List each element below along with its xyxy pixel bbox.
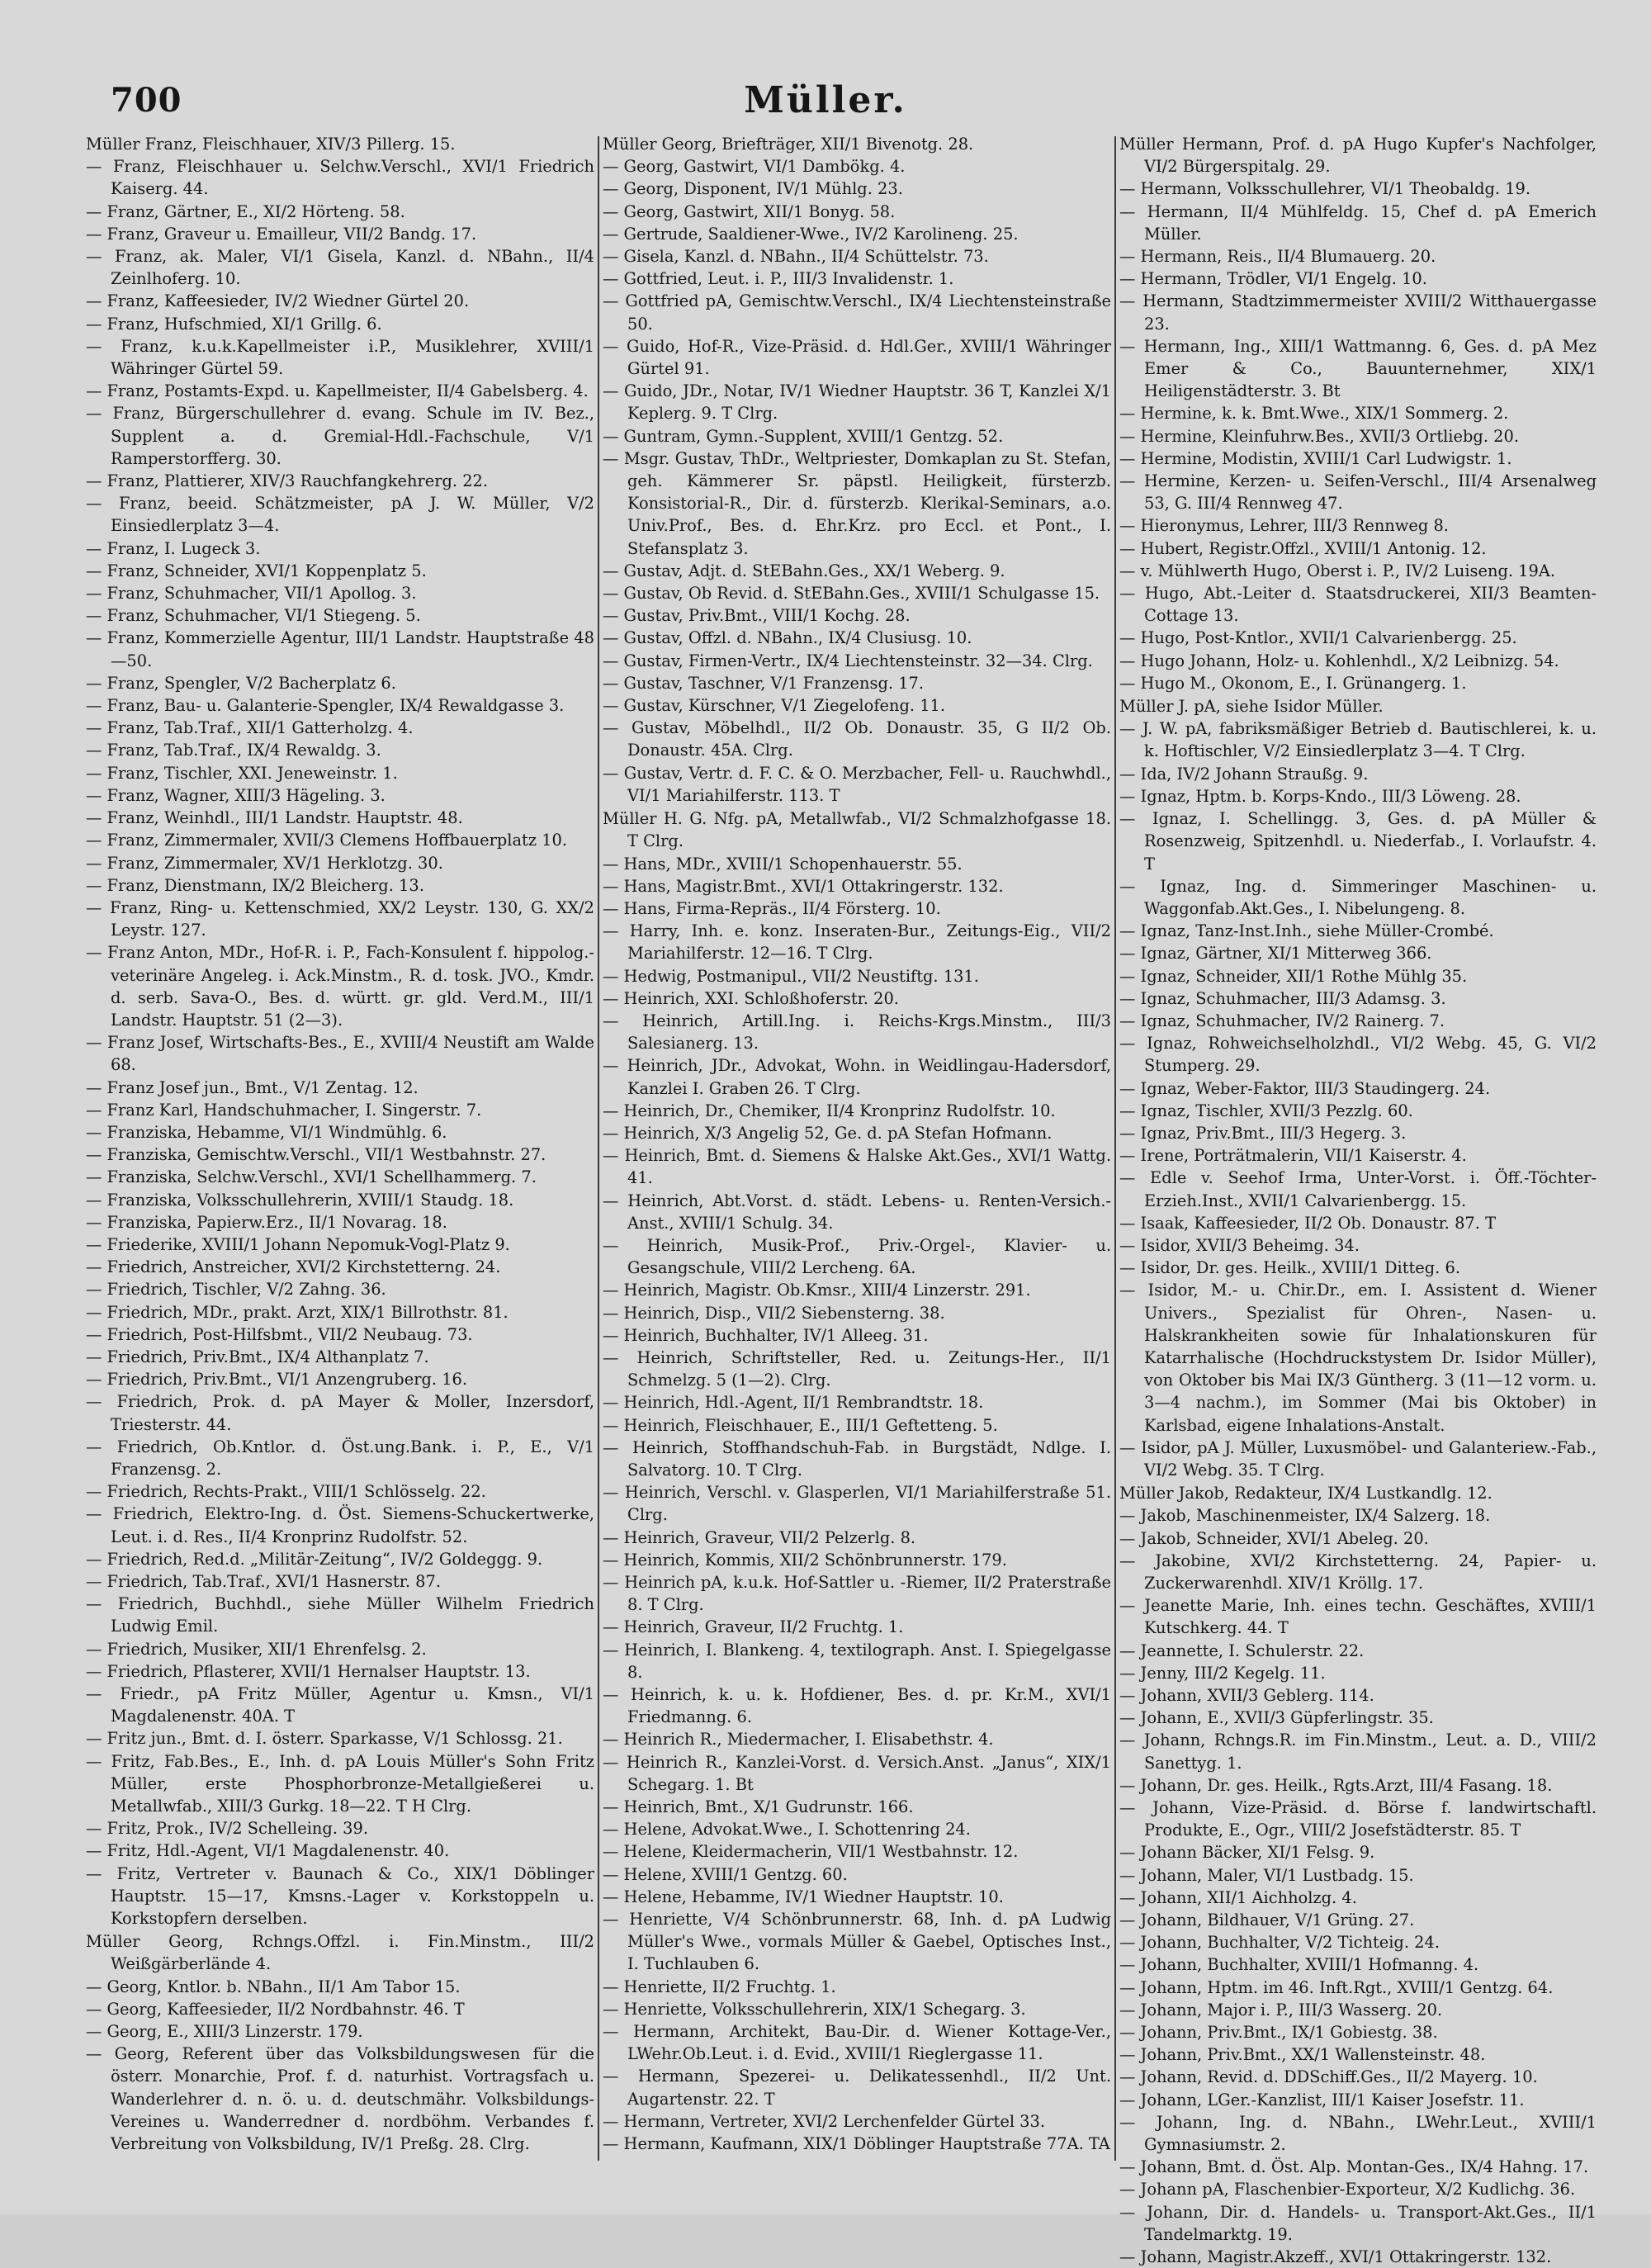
directory-entry: — Ignaz, Weber-Faktor, III/3 Staudingerg. 24. <box>1119 1078 1491 1098</box>
directory-entry: — Franziska, Papierw.Erz., II/1 Novarag. 18. <box>86 1212 447 1232</box>
directory-entry: — Hermann, Trödler, VI/1 Engelg. 10. <box>1119 269 1427 289</box>
directory-entry: — Heinrich, Kommis, XII/2 Schönbrunnerstr. 179. <box>603 1550 1007 1570</box>
directory-column-1 <box>86 132 594 2171</box>
directory-entry: — Fritz jun., Bmt. d. I. österr. Sparkasse, V/1 Schlossg. 21. <box>86 1729 563 1749</box>
directory-entry: — Franz, Plattierer, XIV/3 Rauchfangkehrerg. 22. <box>86 471 489 491</box>
directory-entry: — Franz, Graveur u. Emailleur, VII/2 Bandg. 17. <box>86 224 477 244</box>
directory-entry: — Hermann, Ing., XIII/1 Wattmanng. 6, Ges. d. pA Mez Emer & Co., Bauunternehmer, XIX/1 Heiligenstädterstr. 3. Bt <box>1119 336 1597 401</box>
directory-entry: — Ignaz, Schuhmacher, III/3 Adamsg. 3. <box>1119 988 1446 1008</box>
directory-entry: — Heinrich, Buchhalter, IV/1 Alleeg. 31. <box>603 1325 929 1345</box>
directory-entry: — Franz, Kaffeesieder, IV/2 Wiedner Gürtel 20. <box>86 291 470 311</box>
directory-entry: — Isaak, Kaffeesieder, II/2 Ob. Donaustr. 87. T <box>1119 1213 1497 1233</box>
directory-entry: — Franz, Schneider, XVI/1 Koppenplatz 5. <box>86 561 427 580</box>
directory-entry: — Georg, Kaffeesieder, II/2 Nordbahnstr. 46. T <box>86 1999 465 2019</box>
directory-entry: — Friedrich, Pflasterer, XVII/1 Hernalser Hauptstr. 13. <box>86 1661 531 1681</box>
directory-entry: — Hans, MDr., XVIII/1 Schopenhauerstr. 55. <box>603 854 963 874</box>
directory-entry: — Hieronymus, Lehrer, III/3 Rennweg 8. <box>1119 516 1449 536</box>
directory-entry: — Hugo, Abt.-Leiter d. Staatsdruckerei, XII/3 Beamten-Cottage 13. <box>1119 584 1597 626</box>
directory-entry: — Edle v. Seehof Irma, Unter-Vorst. i. Öff.-Töchter-Erzieh.Inst., XVII/1 Calvarienbergg. 15. <box>1119 1168 1597 1210</box>
directory-entry: — Hermann, Architekt, Bau-Dir. d. Wiener Kottage-Ver., LWehr.Ob.Leut. i. d. Evid., XVIII/1 Rieglergasse 11. <box>603 2022 1111 2064</box>
directory-entry: — Johann, Priv.Bmt., XX/1 Wallensteinstr. 48. <box>1119 2045 1486 2065</box>
directory-entry: — Gisela, Kanzl. d. NBahn., II/4 Schüttelstr. 73. <box>603 247 989 267</box>
directory-entry: — Jakob, Maschinenmeister, IX/4 Salzerg. 18. <box>1119 1506 1491 1526</box>
directory-entry: — Franz, Kommerzielle Agentur, III/1 Landstr. Hauptstraße 48—50. <box>86 628 594 670</box>
directory-entry: — Hermine, Modistin, XVIII/1 Carl Ludwigstr. 1. <box>1119 448 1512 468</box>
directory-entry-lead: Müller Jakob, Redakteur, IX/4 Lustkandlg. 12. <box>1119 1484 1493 1503</box>
directory-entry: — Franz, Ring- u. Kettenschmied, XX/2 Leystr. 130, G. XX/2 Leystr. 127. <box>86 897 594 940</box>
directory-entry: — Friederike, XVIII/1 Johann Nepomuk-Vogl-Platz 9. <box>86 1234 510 1254</box>
directory-entry: — Friedrich, Priv.Bmt., VI/1 Anzengruberg. 16. <box>86 1370 468 1390</box>
directory-entry: — Friedrich, Priv.Bmt., IX/4 Althanplatz 7. <box>86 1347 429 1366</box>
directory-entry: — Hugo M., Okonom, E., I. Grünangerg. 1. <box>1119 673 1467 693</box>
directory-entry: — Franz, Fleischhauer u. Selchw.Verschl., XVI/1 Friedrich Kaiserg. 44. <box>86 157 594 199</box>
directory-entry: — Franziska, Selchw.Verschl., XVI/1 Schellhammerg. 7. <box>86 1167 537 1187</box>
directory-entry: — Henriette, II/2 Fruchtg. 1. <box>603 1977 836 1996</box>
directory-entry: — Heinrich, Verschl. v. Glasperlen, VI/1 Mariahilferstraße 51. Clrg. <box>603 1483 1111 1525</box>
directory-entry: — Gustav, Firmen-Vertr., IX/4 Liechtensteinstr. 32—34. Clrg. <box>603 651 1093 670</box>
directory-entry: — Ignaz, I. Schellingg. 3, Ges. d. pA Müller & Rosenzweig, Spitzenhdl. u. Niederfab., I. Vorlaufstr. 4. T <box>1119 809 1597 874</box>
directory-entry: — Hugo Johann, Holz- u. Kohlenhdl., X/2 Leibnizg. 54. <box>1119 651 1559 670</box>
directory-entry: — Heinrich, XXI. Schloßhoferstr. 20. <box>603 988 899 1008</box>
directory-entry: — Gustav, Möbelhdl., II/2 Ob. Donaustr. 35, G II/2 Ob. Donaustr. 45A. Clrg. <box>603 718 1111 760</box>
directory-entry: — v. Mühlwerth Hugo, Oberst i. P., IV/2 Luiseng. 19A. <box>1119 561 1556 580</box>
directory-entry: — Gustav, Ob Revid. d. StEBahn.Ges., XVIII/1 Schulgasse 15. <box>603 584 1100 604</box>
directory-entry: — Johann, Hptm. im 46. Inft.Rgt., XVIII/1 Gentzg. 64. <box>1119 1977 1554 1997</box>
directory-entry: — Franziska, Gemischtw.Verschl., VII/1 Westbahnstr. 27. <box>86 1145 546 1165</box>
directory-entry: — Gustav, Kürschner, V/1 Ziegelofeng. 11. <box>603 696 946 716</box>
directory-entry: — Johann, LGer.-Kanzlist, III/1 Kaiser Josefstr. 11. <box>1119 2090 1525 2109</box>
directory-entry: — Heinrich, Disp., VII/2 Siebensterng. 38. <box>603 1303 945 1323</box>
directory-entry: — Hermine, Kleinfuhrw.Bes., XVII/3 Ortliebg. 20. <box>1119 426 1519 446</box>
directory-entry: — J. W. pA, fabriksmäßiger Betrieb d. Bautischlerei, k. u. k. Hoftischler, V/2 Einsiedlerplatz 3—4. T Clrg. <box>1119 719 1597 761</box>
directory-entry: — Johann, Priv.Bmt., IX/1 Gobiestg. 38. <box>1119 2023 1438 2043</box>
directory-entry: — Harry, Inh. e. konz. Inseraten-Bur., Zeitungs-Eig., VII/2 Mariahilferstr. 12—16. T Clrg. <box>603 921 1111 964</box>
directory-entry: — Henriette, Volksschullehrerin, XIX/1 Schegarg. 3. <box>603 1999 1026 2019</box>
directory-entry: — Franz, Bau- u. Galanterie-Spengler, IX/4 Rewaldgasse 3. <box>86 696 565 716</box>
directory-entry: — Friedrich, Ob.Kntlor. d. Öst.ung.Bank. i. P., E., V/1 Franzensg. 2. <box>86 1437 594 1479</box>
directory-entry: — Heinrich, Abt.Vorst. d. städt. Lebens- u. Renten-Versich.-Anst., XVIII/1 Schulg. 34. <box>603 1191 1111 1233</box>
page-number: 700 <box>111 81 182 120</box>
directory-entry: — Guido, Hof-R., Vize-Präsid. d. Hdl.Ger., XVIII/1 Währinger Gürtel 91. <box>603 336 1111 379</box>
directory-entry: — Hermann, Stadtzimmermeister XVIII/2 Witthauergasse 23. <box>1119 291 1597 334</box>
directory-entry: — Johann, Vize-Präsid. d. Börse f. landwirtschaftl. Produkte, E., Ogr., VIII/2 Josefstädterstr. 85. T <box>1119 1798 1597 1840</box>
directory-entry: — Johann, Ing. d. NBahn., LWehr.Leut., XVIII/1 Gymnasiumstr. 2. <box>1119 2112 1597 2155</box>
directory-entry: — Franz Josef, Wirtschafts-Bes., E., XVIII/4 Neustift am Walde 68. <box>86 1033 594 1075</box>
directory-entry: — Hugo, Post-Kntlor., XVII/1 Calvarienbergg. 25. <box>1119 628 1517 648</box>
directory-entry: — Franz, Wagner, XIII/3 Hägeling. 3. <box>86 785 386 805</box>
directory-entry: — Friedrich, Tischler, V/2 Zahng. 36. <box>86 1280 386 1300</box>
directory-entry: — Jenny, III/2 Kegelg. 11. <box>1119 1663 1326 1683</box>
directory-entry: — Friedrich, Red.d. „Militär-Zeitung“, IV/2 Goldeggg. 9. <box>86 1549 543 1569</box>
directory-entry: — Heinrich, Musik-Prof., Priv.-Orgel-, Klavier- u. Gesangschule, VIII/2 Lercheng. 6A. <box>603 1235 1111 1278</box>
directory-entry: — Franz, Dienstmann, IX/2 Bleicherg. 13. <box>86 875 424 895</box>
directory-entry: — Heinrich, X/3 Angelig 52, Ge. d. pA Stefan Hofmann. <box>603 1123 1053 1143</box>
directory-entry: — Georg, Gastwirt, XII/1 Bonyg. 58. <box>603 201 896 221</box>
directory-entry: — Johann, Buchhalter, XVIII/1 Hofmanng. 4. <box>1119 1955 1479 1975</box>
directory-entry: — Johann, XII/1 Aichholzg. 4. <box>1119 1887 1357 1907</box>
directory-entry: — Hermine, Kerzen- u. Seifen-Verschl., III/4 Arsenalweg 53, G. III/4 Rennweg 47. <box>1119 471 1597 514</box>
directory-entry: — Friedrich, Tab.Traf., XVI/1 Hasnerstr. 87. <box>86 1572 442 1591</box>
directory-entry: — Franz, Bürgerschullehrer d. evang. Schule im IV. Bez., Supplent a. d. Gremial-Hdl.-Fachschule, V/1 Ramperstorfferg. 30. <box>86 404 594 468</box>
directory-entry: — Georg, E., XIII/3 Linzerstr. 179. <box>86 2022 363 2042</box>
directory-entry: — Heinrich, I. Blankeng. 4, textilograph. Anst. I. Spiegelgasse 8. <box>603 1640 1111 1682</box>
directory-entry: — Johann, Dr. ges. Heilk., Rgts.Arzt, III/4 Fasang. 18. <box>1119 1775 1553 1795</box>
directory-entry: — Hans, Magistr.Bmt., XVI/1 Ottakringerstr. 132. <box>603 876 1004 896</box>
directory-entry: — Jakobine, XVI/2 Kirchstetterng. 24, Papier- u. Zuckerwarenhdl. XIV/1 Kröllg. 17. <box>1119 1551 1597 1593</box>
directory-entry: — Henriette, V/4 Schönbrunnerstr. 68, Inh. d. pA Ludwig Müller's Wwe., vormals Müller & Gaebel, Optisches Inst., I. Tuchlauben 6. <box>603 1910 1111 1974</box>
directory-entry: — Johann, Bmt. d. Öst. Alp. Montan-Ges., IX/4 Hahng. 17. <box>1119 2157 1589 2177</box>
directory-entry: — Hubert, Registr.Offzl., XVIII/1 Antonig. 12. <box>1119 538 1487 558</box>
directory-entry: — Friedrich, Buchhdl., siehe Müller Wilhelm Friedrich Ludwig Emil. <box>86 1594 594 1636</box>
directory-entry: — Franz Karl, Handschuhmacher, I. Singerstr. 7. <box>86 1100 482 1120</box>
directory-entry: — Gustav, Offzl. d. NBahn., IX/4 Clusiusg. 10. <box>603 628 972 648</box>
directory-entry: — Heinrich, Graveur, II/2 Fruchtg. 1. <box>603 1617 904 1637</box>
directory-entry: — Gottfried pA, Gemischtw.Verschl., IX/4 Liechtensteinstraße 50. <box>603 291 1111 334</box>
directory-entry: — Hermine, k. k. Bmt.Wwe., XIX/1 Sommerg. 2. <box>1119 404 1509 424</box>
directory-entry: — Hermann, Reis., II/4 Blumauerg. 20. <box>1119 247 1436 267</box>
directory-entry: — Franz, Tab.Traf., XII/1 Gatterholzg. 4. <box>86 718 414 738</box>
directory-entry: — Heinrich pA, k.u.k. Hof-Sattler u. -Riemer, II/2 Praterstraße 8. T Clrg. <box>603 1573 1111 1615</box>
directory-entry: — Franz, Spengler, V/2 Bacherplatz 6. <box>86 673 396 693</box>
directory-entry: — Friedrich, Elektro-Ing. d. Öst. Siemens-Schuckertwerke, Leut. i. d. Res., II/4 Kronprinz Rudolfstr. 52. <box>86 1504 594 1546</box>
directory-entry: — Georg, Disponent, IV/1 Mühlg. 23. <box>603 179 903 199</box>
directory-entry: — Franz, I. Lugeck 3. <box>86 538 261 558</box>
directory-entry: — Johann, Maler, VI/1 Lustbadg. 15. <box>1119 1865 1414 1885</box>
directory-entry: — Ignaz, Tanz-Inst.Inh., siehe Müller-Crombé. <box>1119 921 1494 941</box>
directory-entry: — Franz, Gärtner, E., XI/2 Hörteng. 58. <box>86 201 405 221</box>
page-header <box>0 76 1651 125</box>
directory-entry: — Fritz, Prok., IV/2 Schelleing. 39. <box>86 1819 368 1839</box>
directory-entry: — Hermann, II/4 Mühlfeldg. 15, Chef d. pA Emerich Müller. <box>1119 201 1597 244</box>
column-divider <box>598 136 599 2161</box>
directory-entry: — Johann, Rchngs.R. im Fin.Minstm., Leut. a. D., VIII/2 Sanettyg. 1. <box>1119 1731 1597 1773</box>
directory-entry-lead: Müller Hermann, Prof. d. pA Hugo Kupfer's Nachfolger, VI/2 Bürgerspitalg. 29. <box>1119 135 1597 177</box>
directory-entry: — Johann, E., XVII/3 Güpferlingstr. 35. <box>1119 1708 1434 1728</box>
directory-entry: — Isidor, XVII/3 Beheimg. 34. <box>1119 1235 1360 1255</box>
directory-entry: — Jeanette Marie, Inh. eines techn. Geschäftes, XVIII/1 Kutschkerg. 44. T <box>1119 1596 1597 1638</box>
directory-entry: — Johann, Revid. d. DDSchiff.Ges., II/2 Mayerg. 10. <box>1119 2067 1538 2087</box>
directory-entry: — Johann, Magistr.Akzeff., XVI/1 Ottakringerstr. 132. <box>1119 2247 1552 2267</box>
directory-entry: — Hedwig, Postmanipul., VII/2 Neustiftg. 131. <box>603 966 979 986</box>
directory-entry: — Johann, XVII/3 Geblerg. 114. <box>1119 1686 1374 1706</box>
directory-entry: — Ignaz, Schuhmacher, IV/2 Rainerg. 7. <box>1119 1011 1445 1030</box>
directory-entry: — Friedrich, Musiker, XII/1 Ehrenfelsg. 2. <box>86 1639 427 1659</box>
directory-entry: — Guntram, Gymn.-Supplent, XVIII/1 Gentzg. 52. <box>603 426 1004 446</box>
directory-entry: — Ignaz, Tischler, XVII/3 Pezzlg. 60. <box>1119 1101 1413 1120</box>
directory-entry-lead: Müller H. G. Nfg. pA, Metallwfab., VI/2 Schmalzhofgasse 18. T Clrg. <box>603 809 1111 851</box>
directory-entry: — Helene, Advokat.Wwe., I. Schottenring 24. <box>603 1820 971 1839</box>
directory-entry: — Franz, k.u.k.Kapellmeister i.P., Musiklehrer, XVIII/1 Währinger Gürtel 59. <box>86 336 594 379</box>
directory-entry: — Heinrich, Magistr. Ob.Kmsr., XIII/4 Linzerstr. 291. <box>603 1281 1031 1300</box>
directory-entry: — Helene, Hebamme, IV/1 Wiedner Hauptstr. 10. <box>603 1887 1004 1906</box>
directory-entry: — Hermann, Vertreter, XVI/2 Lerchenfelder Gürtel 33. <box>603 2111 1046 2131</box>
directory-entry: — Gertrude, Saaldiener-Wwe., IV/2 Karolineng. 25. <box>603 224 1019 244</box>
directory-entry: — Franz, Schuhmacher, VII/1 Apollog. 3. <box>86 584 417 604</box>
directory-entry: — Franz, Schuhmacher, VI/1 Stiegeng. 5. <box>86 606 421 626</box>
directory-entry: — Heinrich, Dr., Chemiker, II/4 Kronprinz Rudolfstr. 10. <box>603 1101 1056 1120</box>
directory-entry: — Ignaz, Hptm. b. Korps-Kndo., III/3 Löweng. 28. <box>1119 786 1521 806</box>
directory-entry: — Heinrich, k. u. k. Hofdiener, Bes. d. pr. Kr.M., XVI/1 Friedmanng. 6. <box>603 1685 1111 1727</box>
directory-entry: — Isidor, Dr. ges. Heilk., XVIII/1 Ditteg. 6. <box>1119 1258 1460 1278</box>
directory-entry: — Friedrich, Rechts-Prakt., VIII/1 Schlösselg. 22. <box>86 1482 486 1502</box>
directory-entry: — Hermann, Spezerei- u. Delikatessenhdl., II/2 Unt. Augartenstr. 22. T <box>603 2067 1111 2109</box>
directory-entry: — Isidor, pA J. Müller, Luxusmöbel- und Galanteriew.-Fab., VI/2 Webg. 35. T Clrg. <box>1119 1437 1597 1480</box>
directory-entry: — Franz, Hufschmied, XI/1 Grillg. 6. <box>86 314 382 334</box>
directory-entry-lead: Müller Franz, Fleischhauer, XIV/3 Pillerg. 15. <box>86 135 456 154</box>
directory-entry: — Franz, Tab.Traf., IX/4 Rewaldg. 3. <box>86 741 381 760</box>
directory-entry: — Hermann, Volksschullehrer, VI/1 Theobaldg. 19. <box>1119 179 1531 199</box>
directory-entry: — Franz Anton, MDr., Hof-R. i. P., Fach-Konsulent f. hippolog.-veterinäre Angeleg. i. Ack.Minstm., R. d. tosk. JVO., Kmdr. d. serb. Sava-O., Bes. d. württ. gr. gld. Verd.M., III/1 Landstr. Hauptstr. 51 (2—3). <box>86 943 594 1030</box>
directory-entry: — Ignaz, Ing. d. Simmeringer Maschinen- u. Waggonfab.Akt.Ges., I. Nibelungeng. 8. <box>1119 876 1597 918</box>
directory-entry: — Heinrich, Artill.Ing. i. Reichs-Krgs.Minstm., III/3 Salesianerg. 13. <box>603 1011 1111 1054</box>
directory-entry: — Isidor, M.- u. Chir.Dr., em. I. Assistent d. Wiener Univers., Spezialist für Ohren-, Nasen- u. Halskrankheiten sowie für Inhalationskuren für Katarrhalische (Hochdruckstystem Dr. Isidor Müller), von Oktober bis Mai IX/3 Güntherg. 3 (11—12 vorm. u. 3—4 nachm.), im Sommer (Mai bis Oktober) in Karlsbad, eigene Inhalations-Anstalt. <box>1119 1281 1597 1435</box>
directory-entry: — Heinrich, Bmt., X/1 Gudrunstr. 166. <box>603 1797 914 1817</box>
directory-entry: — Heinrich, Hdl.-Agent, II/1 Rembrandtstr. 18. <box>603 1393 984 1413</box>
directory-entry: — Gustav, Taschner, V/1 Franzensg. 17. <box>603 673 925 693</box>
directory-entry: — Heinrich R., Miedermacher, I. Elisabethstr. 4. <box>603 1730 994 1750</box>
directory-entry: — Friedrich, Anstreicher, XVI/2 Kirchstetterng. 24. <box>86 1257 501 1277</box>
directory-entry: — Heinrich, Graveur, VII/2 Pelzerlg. 8. <box>603 1527 916 1547</box>
directory-entry: — Franz, Postamts-Expd. u. Kapellmeister, II/4 Gabelsberg. 4. <box>86 381 589 401</box>
directory-entry: — Franz, Weinhdl., III/1 Landstr. Hauptstr. 48. <box>86 808 463 828</box>
directory-entry: — Johann Bäcker, XI/1 Felsg. 9. <box>1119 1843 1375 1863</box>
directory-entry: — Franziska, Volksschullehrerin, XVIII/1 Staudg. 18. <box>86 1190 514 1210</box>
directory-entry: — Franz, Zimmermaler, XV/1 Herklotzg. 30. <box>86 853 443 873</box>
directory-entry-lead: Müller Georg, Rchngs.Offzl. i. Fin.Minstm., III/2 Weißgärberlände 4. <box>86 1932 594 1974</box>
directory-entry: — Heinrich, Bmt. d. Siemens & Halske Akt.Ges., XVI/1 Wattg. 41. <box>603 1146 1111 1188</box>
directory-entry: — Ignaz, Schneider, XII/1 Rothe Mühlg 35. <box>1119 966 1468 986</box>
directory-column-3 <box>1119 132 1597 2267</box>
directory-entry-lead: Müller J. pA, siehe Isidor Müller. <box>1119 697 1384 717</box>
directory-entry: — Franziska, Hebamme, VI/1 Windmühlg. 6. <box>86 1122 447 1142</box>
directory-entry: — Fritz, Fab.Bes., E., Inh. d. pA Louis Müller's Sohn Fritz Müller, erste Phosphorbronze-Metallgießerei u. Metallwfab., XIII/3 Gurkg. 18—22. T H Clrg. <box>86 1751 594 1816</box>
directory-entry-lead: Müller Georg, Briefträger, XII/1 Bivenotg. 28. <box>603 135 974 154</box>
directory-entry: — Heinrich R., Kanzlei-Vorst. d. Versich.Anst. „Janus“, XIX/1 Schegarg. 1. Bt <box>603 1752 1111 1794</box>
directory-entry: — Ignaz, Gärtner, XI/1 Mitterweg 366. <box>1119 944 1432 964</box>
directory-entry: — Georg, Kntlor. b. NBahn., II/1 Am Tabor 15. <box>86 1977 461 1996</box>
directory-entry: — Guido, JDr., Notar, IV/1 Wiedner Hauptstr. 36 T, Kanzlei X/1 Keplerg. 9. T Clrg. <box>603 381 1111 424</box>
directory-entry: — Ida, IV/2 Johann Straußg. 9. <box>1119 764 1369 784</box>
directory-entry: — Johann pA, Flaschenbier-Exporteur, X/2 Kudlichg. 36. <box>1119 2180 1576 2199</box>
directory-entry: — Friedrich, MDr., prakt. Arzt, XIX/1 Billrothstr. 81. <box>86 1302 509 1322</box>
directory-entry: — Friedr., pA Fritz Müller, Agentur u. Kmsn., VI/1 Magdalenenstr. 40A. T <box>86 1684 594 1726</box>
directory-entry: — Jeannette, I. Schulerstr. 22. <box>1119 1641 1365 1660</box>
directory-entry: — Fritz, Vertreter v. Baunach & Co., XIX/1 Döblinger Hauptstr. 15—17, Kmsns.-Lager v. Korkstoppeln u. Korkstopfern derselben. <box>86 1863 594 1929</box>
directory-entry: — Gustav, Adjt. d. StEBahn.Ges., XX/1 Weberg. 9. <box>603 561 1005 580</box>
directory-entry: — Friedrich, Post-Hilfsbmt., VII/2 Neubaug. 73. <box>86 1324 473 1344</box>
directory-entry: — Johann, Buchhalter, V/2 Tichteig. 24. <box>1119 1933 1440 1953</box>
directory-entry: — Irene, Porträtmalerin, VII/1 Kaiserstr. 4. <box>1119 1146 1467 1166</box>
directory-entry: — Johann, Major i. P., III/3 Wasserg. 20. <box>1119 2000 1443 2019</box>
directory-entry: — Msgr. Gustav, ThDr., Weltpriester, Domkaplan zu St. Stefan, geh. Kämmerer Sr. päpstl. Heiligkeit, fürsterzb. Konsistorial-R., Dir. d. fürsterzb. Klerikal-Seminars, a.o. Univ.Prof., Bes. d. Ehr.Krz. pro Eccl. et Pont., I. Stefansplatz 3. <box>603 448 1111 558</box>
directory-entry: — Franz, Tischler, XXI. Jeneweinstr. 1. <box>86 763 398 783</box>
directory-entry: — Heinrich, Schriftsteller, Red. u. Zeitungs-Her., II/1 Schmelzg. 5 (1—2). Clrg. <box>603 1347 1111 1390</box>
directory-entry: — Helene, XVIII/1 Gentzg. 60. <box>603 1864 848 1884</box>
directory-entry: — Franz Josef jun., Bmt., V/1 Zentag. 12. <box>86 1077 419 1097</box>
directory-entry: — Ignaz, Rohweichselholzhdl., VI/2 Webg. 45, G. VI/2 Stumperg. 29. <box>1119 1034 1597 1076</box>
directory-entry: — Johann, Dir. d. Handels- u. Transport-Akt.Ges., II/1 Tandelmarktg. 19. <box>1119 2202 1597 2244</box>
running-head: Müller. <box>744 79 907 121</box>
directory-entry: — Georg, Gastwirt, VI/1 Dambökg. 4. <box>603 157 906 177</box>
directory-entry: — Gustav, Priv.Bmt., VIII/1 Kochg. 28. <box>603 606 911 626</box>
directory-column-2 <box>603 132 1111 2171</box>
directory-entry: — Jakob, Schneider, XVI/1 Abeleg. 20. <box>1119 1528 1429 1548</box>
directory-entry: — Ignaz, Priv.Bmt., III/3 Hegerg. 3. <box>1119 1123 1407 1143</box>
column-divider <box>1114 136 1116 2161</box>
directory-entry: — Gustav, Vertr. d. F. C. & O. Merzbacher, Fell- u. Rauchwhdl., VI/1 Mariahilferstr. 113. T <box>603 763 1111 805</box>
directory-entry: — Heinrich, Stoffhandschuh-Fab. in Burgstädt, Ndlge. I. Salvatorg. 10. T Clrg. <box>603 1437 1111 1480</box>
directory-entry: — Johann, Bildhauer, V/1 Grüng. 27. <box>1119 1911 1415 1930</box>
directory-entry: — Franz, ak. Maler, VI/1 Gisela, Kanzl. d. NBahn., II/4 Zeinlhoferg. 10. <box>86 247 594 289</box>
directory-entry: — Heinrich, Fleischhauer, E., III/1 Geftetteng. 5. <box>603 1415 998 1435</box>
directory-entry: — Hermann, Kaufmann, XIX/1 Döblinger Hauptstraße 77A. TA <box>603 2134 1110 2154</box>
directory-entry: — Georg, Referent über das Volksbildungswesen für die österr. Monarchie, Prof. f. d. naturhist. Vortragsfach u. Wanderlehrer d. n. ö. u. d. deutschmähr. Volksbildungs-Vereines u. Wanderredner d. nordböhm. Verbandes f. Verbreitung von Volksbildung, IV/1 Preßg. 28. Clrg. <box>86 2044 594 2154</box>
directory-entry: — Franz, Zimmermaler, XVII/3 Clemens Hoffbauerplatz 10. <box>86 831 568 850</box>
directory-entry: — Heinrich, JDr., Advokat, Wohn. in Weidlingau-Hadersdorf, Kanzlei I. Graben 26. T Clrg. <box>603 1056 1111 1098</box>
directory-entry: — Fritz, Hdl.-Agent, VI/1 Magdalenenstr. 40. <box>86 1841 450 1861</box>
directory-entry: — Helene, Kleidermacherin, VII/1 Westbahnstr. 12. <box>603 1842 1019 1862</box>
directory-entry: — Franz, beeid. Schätzmeister, pA J. W. Müller, V/2 Einsiedlerplatz 3—4. <box>86 494 594 536</box>
directory-entry: — Friedrich, Prok. d. pA Mayer & Moller, Inzersdorf, Triesterstr. 44. <box>86 1392 594 1434</box>
directory-entry: — Gottfried, Leut. i. P., III/3 Invalidenstr. 1. <box>603 269 954 289</box>
directory-entry: — Hans, Firma-Repräs., II/4 Försterg. 10. <box>603 898 941 918</box>
